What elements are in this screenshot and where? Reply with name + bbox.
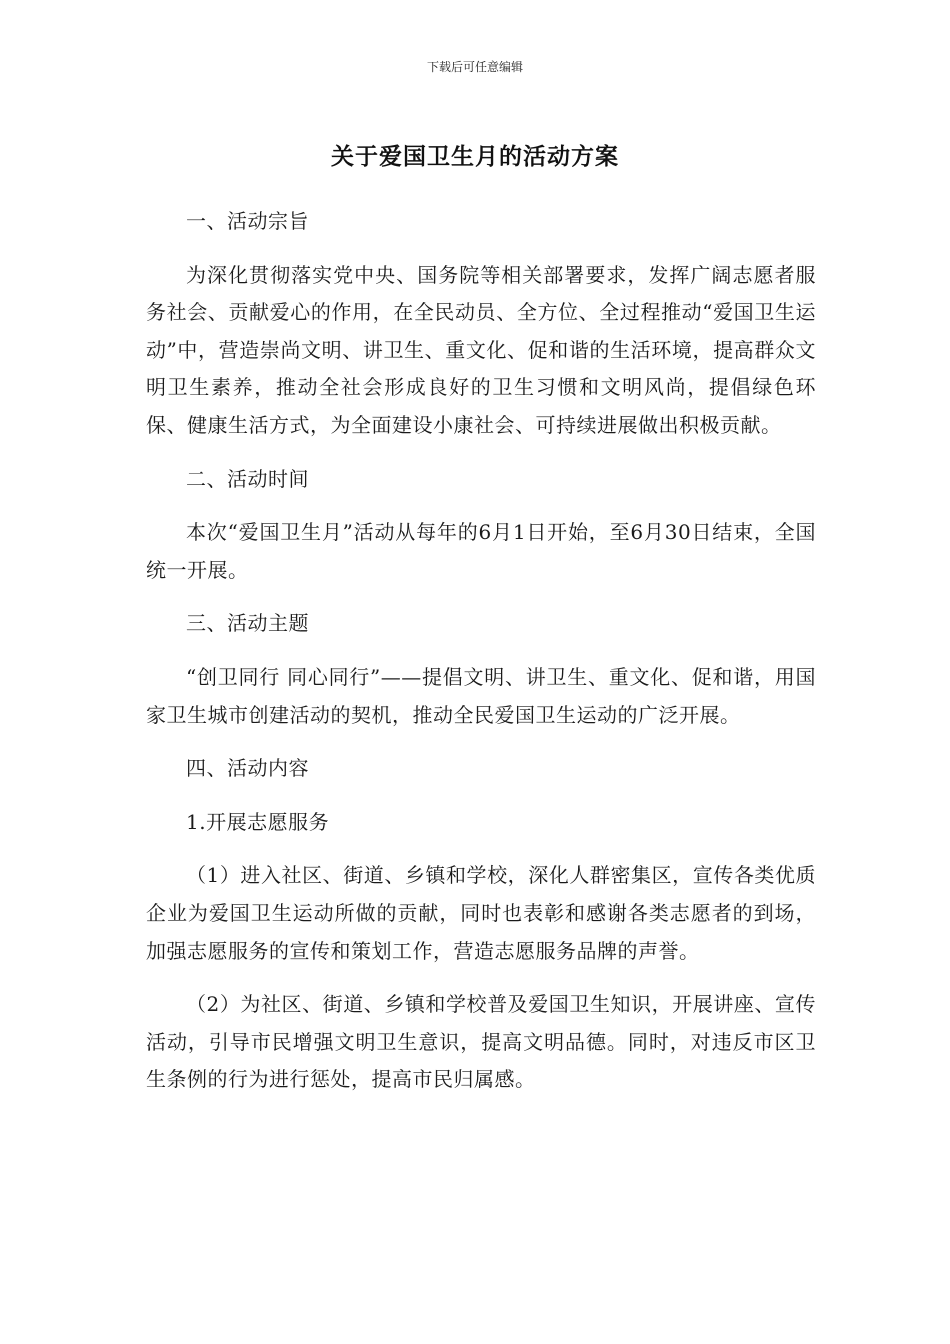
content-item-2: （2）为社区、街道、乡镇和学校普及爱国卫生知识，开展讲座、宣传活动，引导市民增强文明卫生意识，提高文明品德。同时，对违反市区卫生条例的行为进行惩处，提高市民归属感。 [146, 992, 816, 1092]
document-title: 关于爱国卫生月的活动方案 [331, 144, 619, 170]
subsection-heading-volunteer: 1.开展志愿服务 [186, 809, 330, 834]
section-body-theme: “创卫同行 同心同行”——提倡文明、讲卫生、重文化、促和谐，用国家卫生城市创建活动的契机，推动全民爱国卫生运动的广泛开展。 [146, 664, 816, 727]
section-heading-purpose: 一、活动宗旨 [186, 209, 309, 233]
section-heading-content: 四、活动内容 [186, 756, 309, 781]
section-body-purpose: 为深化贯彻落实党中央、国务院等相关部署要求，发挥广阔志愿者服务社会、贡献爱心的作用，在全民动员、全方位、全过程推动“爱国卫生运动”中，营造崇尚文明、讲卫生、重文化、促和谐的生活环境，提高群众文明卫生素养，推动全社会形成良好的卫生习惯和文明风尚，提倡绿色环保、健康生活方式，为全面建设小康社会、可持续进展做出积极贡献。 [146, 262, 816, 437]
section-heading-theme: 三、活动主题 [186, 611, 309, 636]
content-item-1: （1）进入社区、街道、乡镇和学校，深化人群密集区，宣传各类优质企业为爱国卫生运动所做的贡献，同时也表彰和感谢各类志愿者的到场，加强志愿服务的宣传和策划工作，营造志愿服务品牌的声誉。 [146, 863, 816, 963]
section-body-time: 本次“爱国卫生月”活动从每年的6月1日开始，至6月30日结束，全国统一开展。 [146, 520, 816, 582]
header-note: 下载后可任意编辑 [426, 60, 523, 74]
section-heading-time: 二、活动时间 [186, 466, 309, 491]
document-body [146, 203, 816, 1099]
